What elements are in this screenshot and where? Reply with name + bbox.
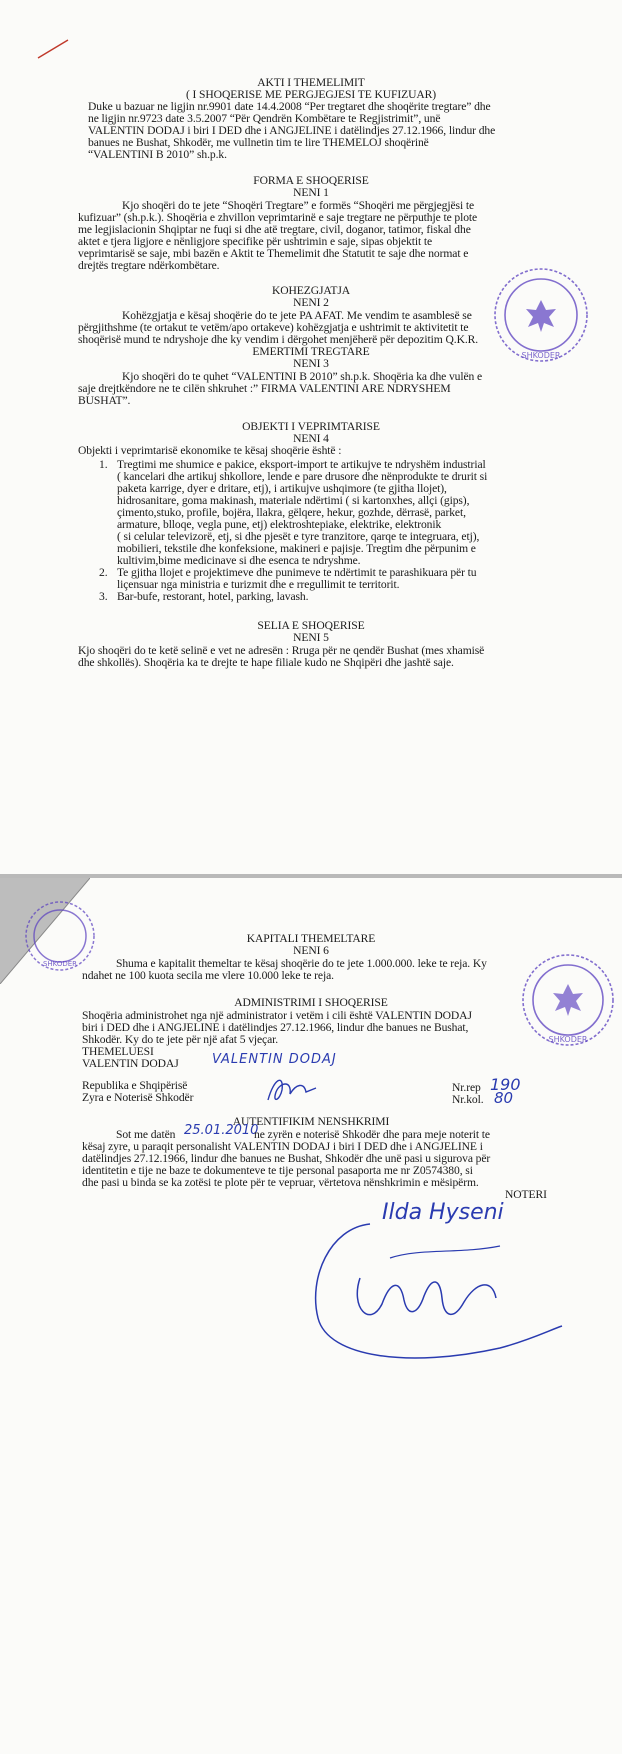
text-line: shoqërisë mund te ndryshoje dhe ky vendim i dërgohet menjëherë për depozitim Q.K.R. bbox=[78, 333, 479, 346]
list-item-line: ( si celular televizorë, etj, si dhe pjesët e tyre tranzitore, qarqe te integruara, etj), bbox=[117, 530, 480, 543]
stamp-text: SHKODER bbox=[521, 351, 561, 360]
auth-line: datëlindjes 27.12.1966, lindur dhe banues ne Bushat, Shkodër dhe unë pasi u sigurova për bbox=[82, 1152, 491, 1165]
list-item-line: Tregtimi me shumice e pakice, eksport-import te artikujve te ndryshëm industrial bbox=[117, 458, 486, 471]
list-item-line: çimento,stuko, profile, bojëra, llakra, gëlqere, hekur, gozhde, dërrasë, parket, bbox=[117, 506, 466, 519]
text-line: Kjo shoqëri do te quhet “VALENTINI B 2010” sh.p.k. Shoqëria ka dhe vulën e bbox=[122, 370, 483, 383]
article-5-line: dhe shkollës). Shoqëria ka te drejte te hape filiale kudo ne Shqipëri dhe jashtë saje. bbox=[78, 656, 454, 669]
notary-handwritten-name: Ilda Hyseni bbox=[382, 1200, 504, 1225]
round-stamp-icon bbox=[516, 948, 620, 1052]
auth-date-suffix: ne zyrën e noterisë Shkodër dhe para meje noterit te bbox=[254, 1128, 490, 1141]
stamp-text: SHKODER bbox=[42, 960, 78, 968]
office-label: Zyra e Noterisë Shkodër bbox=[82, 1091, 194, 1104]
republic-label: Republika e Shqipërisë bbox=[82, 1079, 188, 1092]
section-title: OBJEKTI I VEPRIMTARISE bbox=[242, 420, 380, 433]
article-number: NENI 5 bbox=[293, 631, 329, 644]
administration-line: Shkodër. Ky do te jete për një afat 5 vjeçar. bbox=[82, 1033, 279, 1046]
article-number: NENI 1 bbox=[293, 186, 329, 199]
administration-line: Shoqëria administrohet nga një administrator i vetëm i cili është VALENTIN DODAJ bbox=[82, 1009, 472, 1022]
list-number: 3. bbox=[99, 590, 108, 603]
list-item-line: armature, blloqe, vegla pune, etj) elektroshtepiake, elektrike, elektronik bbox=[117, 518, 442, 531]
article-4-intro: Objekti i veprimtarisë ekonomike te kësaj shoqërie është : bbox=[78, 444, 342, 457]
document-page-1 bbox=[0, 0, 622, 874]
document-page-2 bbox=[0, 878, 622, 1754]
stamp-text: SHKODER bbox=[548, 1035, 588, 1044]
list-item-line: kultivim,bime medicinave si dhe esenca te ndryshme. bbox=[117, 554, 361, 567]
article-number: NENI 6 bbox=[293, 944, 329, 957]
list-item-line: paketa karrige, dyer e dritare, etj), i artikujve ushqimore (te gjitha llojet), bbox=[117, 482, 447, 495]
intro-line: banues ne Bushat, Shkodër, me vullnetin tim te lire THEMELOJ shoqërinë bbox=[88, 136, 429, 149]
list-number: 2. bbox=[99, 566, 108, 579]
section-title: ADMINISTRIMI I SHOQERISE bbox=[234, 996, 388, 1009]
list-item-line: Bar-bufe, restorant, hotel, parking, lavash. bbox=[117, 590, 309, 603]
nr-rep-label: Nr.rep bbox=[452, 1081, 481, 1094]
article-number: NENI 3 bbox=[293, 357, 329, 370]
text-line: drejtës tregtare ndërkombëtare. bbox=[78, 259, 220, 272]
text-line: BUSHAT”. bbox=[78, 394, 131, 407]
text-line: veprimtarisë se saje, mbi bazën e Aktit te Themelimit dhe Statutit te saje dhe normat e bbox=[78, 247, 469, 260]
article-6-line: Shuma e kapitalit themeltar te kësaj shoqërie do te jete 1.000.000. leke te reja. Ky bbox=[116, 957, 487, 970]
founder-signature-icon bbox=[262, 1070, 322, 1110]
red-pen-mark-icon bbox=[36, 38, 70, 60]
notary-signature-icon bbox=[300, 1218, 570, 1378]
section-title: FORMA E SHOQERISE bbox=[253, 174, 369, 187]
intro-line: ne ligjin nr.9723 date 3.5.2007 “Për Qendrën Kombëtare te Regjistrimit”, unë bbox=[88, 112, 441, 125]
intro-line: “VALENTINI B 2010” sh.p.k. bbox=[88, 148, 227, 161]
founder-label: THEMELUESI bbox=[82, 1045, 154, 1058]
nr-rep-value: 190 bbox=[490, 1075, 521, 1094]
auth-line: identitetin e tije ne baze te dokumenteve te tije personal pasaporta me nr Z0574380, si bbox=[82, 1164, 473, 1177]
section-title: KOHEZGJATJA bbox=[271, 284, 351, 297]
section-title: KAPITALI THEMELTARE bbox=[246, 932, 376, 945]
notary-label: NOTERI bbox=[505, 1188, 547, 1201]
nr-kol-label: Nr.kol. bbox=[452, 1093, 484, 1106]
article-number: NENI 2 bbox=[293, 296, 329, 309]
list-item-line: mobilieri, tekstile dhe konfeksione, makineri e pajisje. Tregtim dhe përpunim e bbox=[117, 542, 476, 555]
section-title: EMERTIMI TREGTARE bbox=[252, 345, 370, 358]
text-line: aktet e tjera ligjore e nënligjore specifike për ushtrimin e saje, sipas objektit te bbox=[78, 235, 433, 248]
intro-line: VALENTIN DODAJ i biri I DED dhe i ANGJELINE i datëlindjes 27.12.1966, lindur dhe bbox=[88, 124, 496, 137]
article-5-line: Kjo shoqëri do te ketë selinë e vet ne adresën : Rruga për ne qendër Bushat (mes xhamisë bbox=[78, 644, 485, 657]
text-line: Kjo shoqëri do te jete “Shoqëri Tregtare” e formës “Shoqëri me përgjegjësi te bbox=[122, 199, 475, 212]
document-subtitle: ( I SHOQERISE ME PERGJEGJESI TE KUFIZUAR) bbox=[185, 88, 437, 101]
text-line: kufizuar” (sh.p.k.). Shoqëria e zhvillon veprimtarinë e saje tregtare ne përputhje te plote bbox=[78, 211, 478, 224]
document-title: AKTI I THEMELIMIT bbox=[257, 76, 365, 89]
round-stamp-icon bbox=[488, 262, 594, 368]
text-line: Kohëzgjatja e kësaj shoqërie do te jete PA AFAT. Me vendim te asamblesë se bbox=[122, 309, 472, 322]
administration-line: biri i DED dhe i ANGJELINE i datëlindjes 27.12.1966, lindur dhe banues ne Bushat, bbox=[82, 1021, 469, 1034]
founder-name: VALENTIN DODAJ bbox=[82, 1057, 179, 1070]
text-line: përgjithshme (te ortakut te vetëm/apo ortakeve) kohëzgjatja e ushtrimit te aktivitetit te bbox=[78, 321, 469, 334]
article-number: NENI 4 bbox=[293, 432, 329, 445]
text-line: me legjislacionin Shqiptar ne fuqi si dhe atë tregtare, civil, doganor, tatimor, fiskal dhe bbox=[78, 223, 471, 236]
list-item-line: Te gjitha llojet e projektimeve dhe punimeve te ndërtimit te parashikuara për tu bbox=[117, 566, 477, 579]
founder-handwritten-name: VALENTIN DODAJ bbox=[212, 1052, 337, 1067]
list-number: 1. bbox=[99, 458, 108, 471]
auth-line: kësaj zyre, u paraqit personalisht VALENTIN DODAJ i biri I DED dhe i ANGJELINE i bbox=[82, 1140, 483, 1153]
article-6-line: ndahet ne 100 kuota secila me vlere 10.000 leke te reja. bbox=[82, 969, 334, 982]
section-title: SELIA E SHOQERISE bbox=[257, 619, 365, 632]
text-line: saje drejtkëndore ne te cilën shkruhet :” FIRMA VALENTINI ARE NDRYSHEM bbox=[78, 382, 451, 395]
nr-kol-value: 80 bbox=[494, 1089, 514, 1107]
auth-line: dhe pasi u binda se ka zotësi te plote për te vepruar, vërtetova nënshkrimin e mësipërm. bbox=[82, 1176, 479, 1189]
auth-date-handwritten: 25.01.2010 bbox=[184, 1123, 259, 1138]
intro-line: Duke u bazuar ne ligjin nr.9901 date 14.4.2008 “Per tregtaret dhe shoqërite tregtare” dhe bbox=[88, 100, 491, 113]
list-item-line: hidrosanitare, goma makinash, materiale ndërtimi ( si kartonxhes, allçi (gips), bbox=[117, 494, 470, 507]
auth-date-prefix: Sot me datën bbox=[116, 1128, 176, 1141]
section-title: AUTENTIFIKIM NENSHKRIMI bbox=[232, 1115, 390, 1128]
list-item-line: ( kancelari dhe artikuj shkollore, lende e pare drusore dhe nënprodukte te drurit si bbox=[117, 470, 488, 483]
list-item-line: liçensuar nga ministria e turizmit dhe e rregullimit te territorit. bbox=[117, 578, 400, 591]
